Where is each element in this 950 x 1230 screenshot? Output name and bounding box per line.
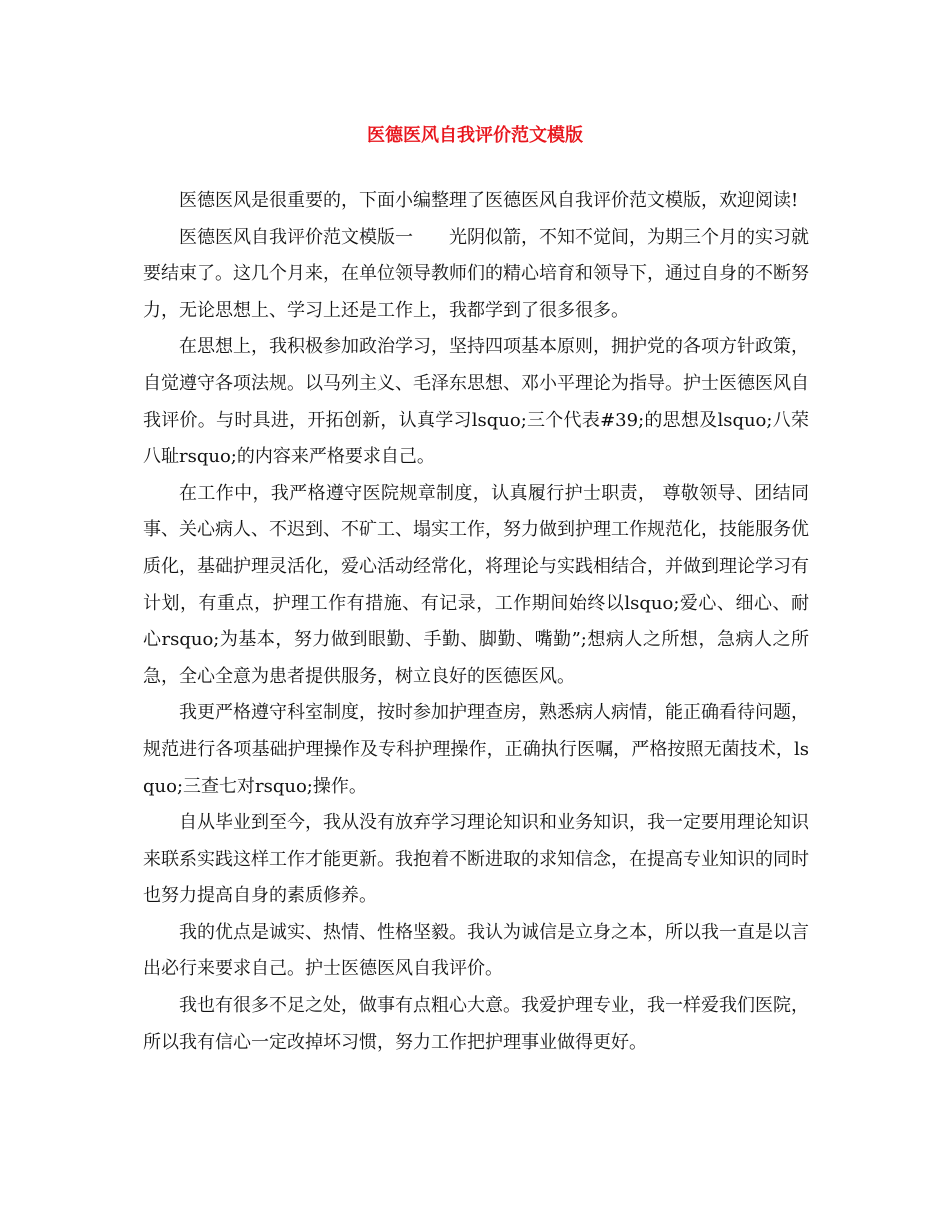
paragraph-thinking: 在思想上，我积极参加政治学习，坚持四项基本原则，拥护党的各项方针政策，自觉遵守各项法规。以马列主义、毛泽东思想、邓小平理论为指导。护士医德医风自我评价。与时具进，开拓创新，认真学习lsquo;三个代表#39;的思想及lsquo;八荣八耻rsquo;的内容来严格要求自己。 (143, 336, 809, 468)
paragraph-strengths: 我的优点是诚实、热情、性格坚毅。我认为诚信是立身之本，所以我一直是以言出必行来要求自己。护士医德医风自我评价。 (143, 921, 809, 980)
paragraph-template-one: 医德医风自我评价范文模版一 光阴似箭，不知不觉间，为期三个月的实习就要结束了。这几个月来，在单位领导教师们的精心培育和领导下，通过自身的不断努力，无论思想上、学习上还是工作上，我都学到了很多很多。 (143, 226, 809, 321)
paragraph-department-rules: 我更严格遵守科室制度，按时参加护理查房，熟悉病人病情，能正确看待问题，规范进行各项基础护理操作及专科护理操作，正确执行医嘱，严格按照无菌技术，lsquo;三查七对rsquo;操作。 (143, 702, 809, 797)
paragraph-intro: 医德医风是很重要的，下面小编整理了医德医风自我评价范文模版，欢迎阅读! (179, 190, 799, 211)
paragraph-shortcomings: 我也有很多不足之处，做事有点粗心大意。我爱护理专业，我一样爱我们医院，所以我有信心一定改掉坏习惯，努力工作把护理事业做得更好。 (143, 995, 809, 1053)
document-body (143, 183, 809, 1061)
paragraph-learning: 自从毕业到至今，我从没有放弃学习理论知识和业务知识，我一定要用理论知识来联系实践这样工作才能更新。我抱着不断进取的求知信念，在提高专业知识的同时也努力提高自身的素质修养。 (143, 812, 809, 907)
paragraph-work: 在工作中，我严格遵守医院规章制度，认真履行护士职责， 尊敬领导、团结同事、关心病人、不迟到、不矿工、塌实工作，努力做到护理工作规范化，技能服务优质化，基础护理灵活化，爱心活动经常化，将理论与实践相结合，并做到理论学习有计划，有重点，护理工作有措施、有记录，工作期间始终以lsquo;爱心、细心、耐心rsquo;为基本，努力做到眼勤、手勤、脚勤、嘴勤”;想病人之所想，急病人之所急，全心全意为患者提供服务，树立良好的医德医风。 (143, 482, 809, 687)
document-title: 医德医风自我评价范文模版 (367, 125, 583, 146)
